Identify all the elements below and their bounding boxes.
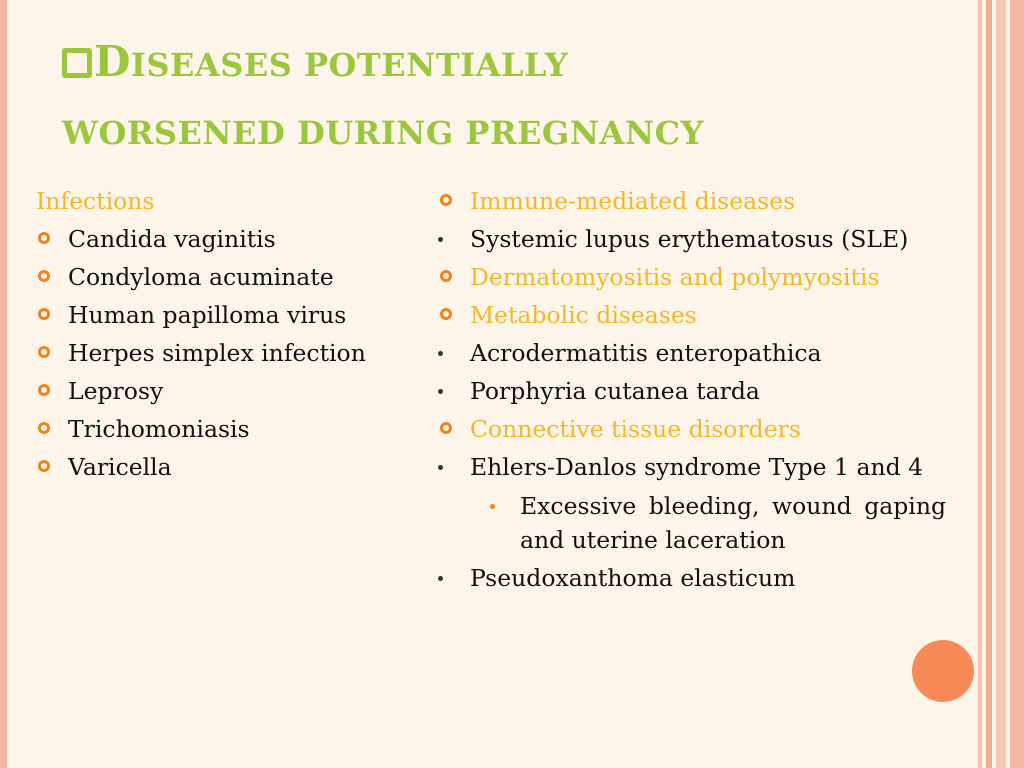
list-item: Leprosy — [36, 374, 406, 408]
infections-heading: Infections — [36, 187, 155, 215]
dot-bullet-icon — [490, 504, 495, 509]
right-column — [438, 184, 946, 599]
ring-bullet-icon — [38, 346, 50, 358]
left-column — [36, 184, 406, 489]
list-item: Trichomoniasis — [36, 412, 406, 446]
list-item: Acrodermatitis enteropathica — [438, 336, 946, 370]
dot-bullet-icon — [438, 465, 443, 470]
list-item: Condyloma acuminate — [36, 260, 406, 294]
title-first-letter: D — [94, 37, 131, 86]
sub-list-item: Excessive bleeding, wound gaping and uterine laceration — [488, 489, 946, 557]
ring-bullet-icon — [440, 270, 452, 282]
list-item: Pseudoxanthoma elasticum — [438, 561, 946, 595]
decorative-circle — [912, 640, 974, 702]
title-line1: ISEASES POTENTIALLY — [130, 46, 569, 84]
dot-bullet-icon — [438, 351, 443, 356]
connective-heading: Connective tissue disorders — [438, 412, 946, 446]
list-item: Varicella — [36, 450, 406, 484]
list-item: Candida vaginitis — [36, 222, 406, 256]
ring-bullet-icon — [440, 422, 452, 434]
dot-bullet-icon — [438, 389, 443, 394]
list-item: Herpes simplex infection — [36, 336, 406, 370]
dot-bullet-icon — [438, 576, 443, 581]
checkbox-bullet-icon — [62, 48, 92, 78]
ring-bullet-icon — [38, 308, 50, 320]
immune-heading: Immune-mediated diseases — [438, 184, 946, 218]
metabolic-heading: Metabolic diseases — [438, 298, 946, 332]
ring-bullet-icon — [38, 270, 50, 282]
ring-bullet-icon — [38, 232, 50, 244]
ring-bullet-icon — [440, 194, 452, 206]
right-stripes — [978, 0, 1024, 768]
ring-bullet-icon — [38, 384, 50, 396]
list-item: Ehlers-Danlos syndrome Type 1 and 4 — [438, 450, 946, 484]
list-item: Systemic lupus erythematosus (SLE) — [438, 222, 946, 256]
list-item: Human papilloma virus — [36, 298, 406, 332]
title-line2: WORSENED DURING PREGNANCY — [62, 114, 704, 152]
dermato-heading: Dermatomyositis and polymyositis — [438, 260, 946, 294]
ring-bullet-icon — [440, 308, 452, 320]
list-item: Porphyria cutanea tarda — [438, 374, 946, 408]
left-border — [0, 0, 7, 768]
slide-title — [62, 28, 922, 167]
ring-bullet-icon — [38, 422, 50, 434]
dot-bullet-icon — [438, 237, 443, 242]
ring-bullet-icon — [38, 460, 50, 472]
